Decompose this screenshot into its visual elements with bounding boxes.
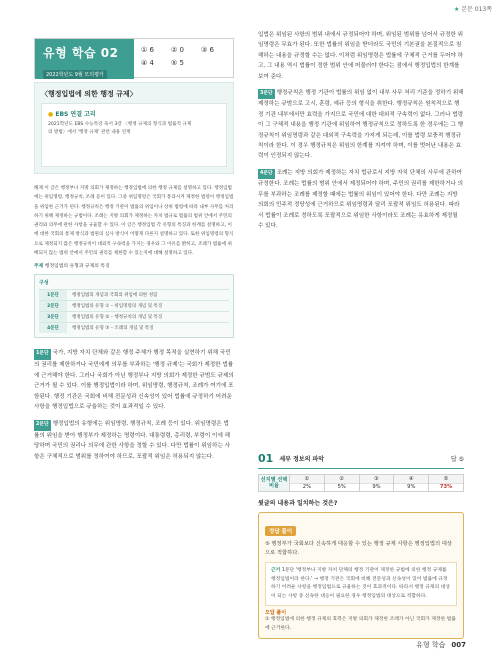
rate-column [428,475,463,491]
passage-paragraph-continued [258,30,464,82]
rate-head: ⑤ [429,475,463,484]
rate-label: 선지별 선택 비율 [260,477,288,489]
footer-section: 유형 학습 [416,641,446,649]
row-text: 행정입법의 개념과 국회의 위임에 의한 성립 [72,293,158,299]
section-tag [35,39,134,79]
rate-value: 9% [407,484,416,491]
paragraph-number: 4문단 [258,169,275,179]
passage-paragraph-1 [34,348,234,413]
topic-card [34,82,234,174]
page-number: 007 [451,641,466,649]
question-prompt: 윗글의 내용과 일치하는 것은? [258,500,338,507]
ebs-head [48,109,220,118]
passage-paragraph-4 [258,168,464,231]
choice-2: ② 0 [171,46,184,54]
intro-explanation: 해제 이 글은 행정부나 지방 의회가 제정하는 행정입법에 의한 행정 규제를 설명하고 있다. 행정입법에는 위임명령, 행정규칙, 조례 등이 있다. 그중 위임명령은 국회가 통과시켜 제정한 법령이 행정입법을 위임한 근거가 된다. 행정규칙은 행정 기관이 법률의 위임이나 상위 법령에 따라 내부 사무를 처리하기 위해 제정하는 규범이다. 조례는 지방 의회가 제정하는 자치 법규로 법률의 범위 안에서 주민의 권리와 의무에 관한 사항을 규율할 수 있다. 이 글은 행정입법 각 유형의 특징과 한계를 설명하고, 이에 대한 국회의 통제 방식과 법원의 심사 방식이 어떻게 다른지 설명하고 있다. 또한 위임명령의 형식으로 제정되지 않은 행정규칙이 대외적 구속력을 가지는 경우와 그 이유를 밝히고, 조례가 법률에 위배되지 않는 범위 안에서 주민의 권리를 제한할 수 있는지에 대해 설명하고 있다. [34,186,234,257]
paragraph-text: 입법은 위임된 사항의 범위 내에서 규정되어야 하며, 위임된 범위를 넘어서 규정한 위임명령은 무효가 된다. 또한 법률의 위임을 받더라도 국민의 기본권을 본질적으로 침해하는 내용을 규정할 수는 없다. 이처럼 위임명령은 법률에 구체적 근거를 두어야 하고, 그 내용 역시 법률이 정한 범위 안에 머물러야 한다는 점에서 행정입법의 한계를 보여 준다. [258,32,464,80]
row-text: 행정입법의 유형 ③ – 조례의 개념 및 특징 [72,326,154,332]
row-text: 행정입법의 유형 ① – 위임명령의 개념 및 특징 [72,304,163,310]
answer-choice-grid [141,44,233,70]
question-header [258,452,464,469]
choice-5: ⑤ 5 [171,59,184,67]
rate-column [324,475,359,491]
right-column [258,30,464,237]
source-page-note [454,4,492,13]
ebs-line: 의 방법〉에서 '행정 규제' 관련 내용 연계 [48,130,131,135]
lightbulb-icon: ● [48,111,54,118]
choice-rate-table [258,474,464,492]
rate-column [393,475,428,491]
table-row [39,311,229,322]
row-label: 1문단 [39,290,67,300]
ebs-head-text: EBS 연결 고리 [55,111,96,118]
row-text: 행정입법의 유형 ② – 행정규칙의 개념 및 특징 [72,315,163,321]
row-label: 2문단 [39,301,67,311]
choice-3: ③ 6 [201,46,214,54]
answer-key: 답 ⑤ [450,456,464,463]
source-page-text: 본문 013쪽 [461,6,492,13]
theme-text: 행정입법의 유형과 규제의 특징 [44,264,110,270]
passage-paragraph-2 [34,419,234,462]
table-row [39,322,229,333]
answer-tag: 정답 풀이 [265,526,296,536]
question-type: 세부 정보의 파악 [279,456,325,463]
paragraph-number: 3문단 [258,89,275,99]
section-header [34,38,234,78]
paragraph-text: 조례는 지방 의회가 제정하는 자치 법규로서 지방 자치 단체의 사무에 관하여 규정한다. 조례는 법률의 범위 안에서 제정되어야 하며, 주민의 권리를 제한하거나 의무를 부과하는 조례를 제정할 때에는 법률의 위임이 있어야 한다. 다만 조례는 지방 의회의 민주적 정당성에 근거하므로 위임명령과 달리 포괄적 위임도 허용된다. 따라서 법률이 조례로 정하도록 포괄적으로 위임한 사항이라도 조례는 유효하게 제정될 수 있다. [258,169,464,229]
rate-head: ① [290,475,324,484]
ebs-link-box [41,103,227,167]
star-icon: ★ [453,6,460,13]
page-footer [416,640,466,650]
table-row [39,289,229,300]
rate-column [289,475,324,491]
theme-note [34,262,234,269]
row-label: 3문단 [39,312,67,322]
paragraph-number: 2문단 [34,420,51,431]
structure-table [34,274,234,338]
paragraph-text: 행정규칙은 행정 기관이 법률의 위임 없이 내부 사무 처리 기준을 정하기 위해 제정하는 규범으로 고시, 훈령, 예규 등의 형식을 취한다. 행정규칙은 원칙적으로 행정 기관 내부에서만 효력을 가지므로 국민에 대한 대외적 구속력이 없다. 그러나 법령이 그 구체적 내용을 행정 기관에 위임하여 행정규칙으로 정하도록 한 경우에는 그 행정규칙이 위임명령과 같은 대외적 구속력을 가지게 되는데, 이를 법령 보충적 행정규칙이라 한다. 이 경우 행정규칙은 위임의 한계를 지켜야 하며, 이를 벗어난 내용은 효력이 인정되지 않는다. [258,90,464,160]
paragraph-text: 국가, 지방 자치 단체와 같은 행정 주체가 행정 목적을 실현하기 위해 국민의 권리를 제한하거나 국민에게 의무를 부과하는 '행정 규제'는 국회가 제정한 법률에 근거해야 한다. 그러나 국회가 아닌 행정부나 지방 의회가 제정한 규범도 규제의 근거가 될 수 있다. 이를 행정입법이라 하며, 위임명령, 행정규칙, 조례가 여기에 포함된다. 행정 기관은 국회에 비해 전문성과 신속성이 있어 법률에 규정하기 어려운 사항을 행정입법으로 규율하는 것이 효과적일 수 있다. [34,350,234,411]
reason-text: 1문단 '행정부나 지방 자치 단체의 행정 기관이 제정한 규범에 의한 행정 규제를 행정입법이라 한다.' → 행정 기관은 국회에 비해 전문성과 신속성이 있어 법률에 규정하기 어려운 사항을 행정입법으로 규율하는 것이 효과적이다. 따라서 행정 규제의 대상이 되는 사항 중 신속한 대응이 필요한 경우 행정입법의 대상으로 적합하다. [271,568,450,599]
section-title: 유형 학습 02 [43,46,119,60]
answer-explanation-box [258,512,464,639]
rate-head: ③ [360,475,394,484]
question-number: 01 [258,452,274,465]
exam-source-badge: 2022학년도 9월 모의평가 [43,70,107,79]
choice-4: ④ 4 [141,59,154,67]
reason-box [265,562,457,606]
wrong-answer-text: ① 행정입법에 의한 행정 규제의 효력은 지방 의회가 제정한 조례가 아닌 국회가 제정한 법률에 근거한다. [265,617,456,631]
rate-head: ② [325,475,359,484]
left-column [34,38,234,462]
choice-1: ① 6 [141,46,154,54]
question-section [258,452,464,639]
rate-value: 2% [302,484,312,491]
answer-text: ⑤ 행정부가 국회보다 신속하게 대응할 수 있는 행정 규제 사항은 행정입법의 대상으로 적합하다. [265,541,453,556]
row-label: 4문단 [39,323,67,333]
wrong-answer-head: 오답 풀이 [265,610,287,617]
rate-value: 9% [372,484,381,491]
topic-title: 〈행정입법에 의한 행정 규제〉 [41,90,137,98]
rate-value: 73% [439,484,453,491]
passage-paragraph-3 [258,88,464,162]
theme-label: 주제 [34,264,44,270]
paragraph-text: 행정입법의 유형에는 위임명령, 행정규칙, 조례 등이 있다. 위임명령은 법률의 위임을 받아 행정부가 제정하는 명령이다. 대통령령, 총리령, 부령이 이에 해당하며 국민의 권리나 의무에 관한 사항을 정할 수 있다. 다만 법률이 위임하는 사항은 구체적으로 범위를 정하여야 하므로, 포괄적 위임은 허용되지 않는다. [34,420,231,460]
structure-title: 구성 [39,280,49,287]
rate-head: ④ [394,475,428,484]
rate-column [359,475,394,491]
table-row [39,300,229,311]
rate-value: 5% [337,484,346,491]
reason-tag: 근거 [271,568,281,573]
ebs-line: 2021학년도 EBS 수능특강 독서 3강 〈행정 규제의 형식과 법률적 규제 [48,122,192,127]
paragraph-number: 1문단 [34,349,51,360]
